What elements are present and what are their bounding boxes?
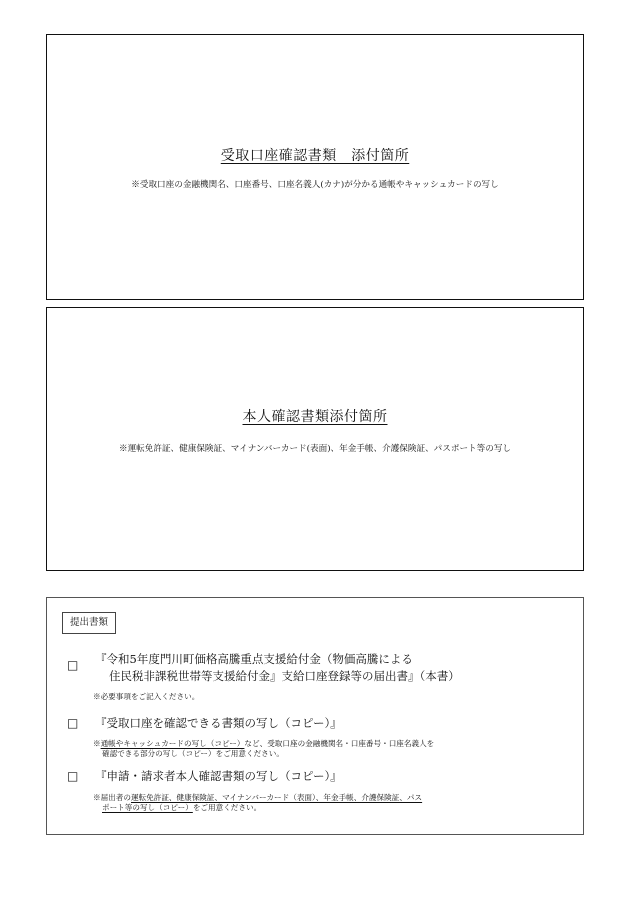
checkbox[interactable]: □ xyxy=(67,769,79,783)
item-title-continued: 住民税非課税世帯等支援給付金』支給口座登録等の届出書』（本書） xyxy=(109,669,460,683)
checkbox[interactable]: □ xyxy=(67,716,79,730)
account-document-attachment-box xyxy=(46,34,584,300)
identity-box-title: 本人確認書類添付箇所 xyxy=(242,409,388,425)
note-rest: など、受取口座の金融機関名・口座番号・口座名義人を xyxy=(244,739,435,748)
note-prefix: ※届出者の xyxy=(93,793,131,802)
account-box-note: ※受取口座の金融機関名、口座番号、口座名義人(カナ)が分かる通帳やキャッシュカードの写し xyxy=(131,180,499,190)
identity-document-attachment-box xyxy=(46,307,584,571)
note-rest: をご用意ください。 xyxy=(192,803,262,812)
item-note-continued: 確認できる部分の写し（コピー）をご用意ください。 xyxy=(102,749,284,758)
submission-documents-label: 提出書類 xyxy=(62,612,116,634)
note-underlined: 通帳やキャッシュカードの写し（コピー） xyxy=(100,739,245,748)
item-title: 『申請・請求者本人確認書類の写し（コピー）』 xyxy=(95,769,342,783)
note-underlined: ポート等の写し（コピー） xyxy=(102,803,193,812)
note-prefix: ※ xyxy=(93,739,101,748)
item-note-continued xyxy=(93,802,261,813)
identity-box-note: ※運転免許証、健康保険証、マイナンバーカード(表面)、年金手帳、介護保険証、パスポート等の写し xyxy=(118,444,512,454)
checkbox[interactable]: □ xyxy=(67,658,79,672)
account-box-title: 受取口座確認書類 添付箇所 xyxy=(220,148,410,164)
note-underlined: 運転免許証、健康保険証、マイナンバーカード（表面）、年金手帳、介護保険証、パス xyxy=(130,793,423,802)
item-note: ※必要事項をご記入ください。 xyxy=(93,692,200,701)
submission-documents-panel xyxy=(46,597,584,835)
item-title: 『令和5年度門川町価格高騰重点支援給付金（物価高騰による xyxy=(95,652,413,666)
item-title: 『受取口座を確認できる書類の写し（コピー）』 xyxy=(95,716,342,730)
